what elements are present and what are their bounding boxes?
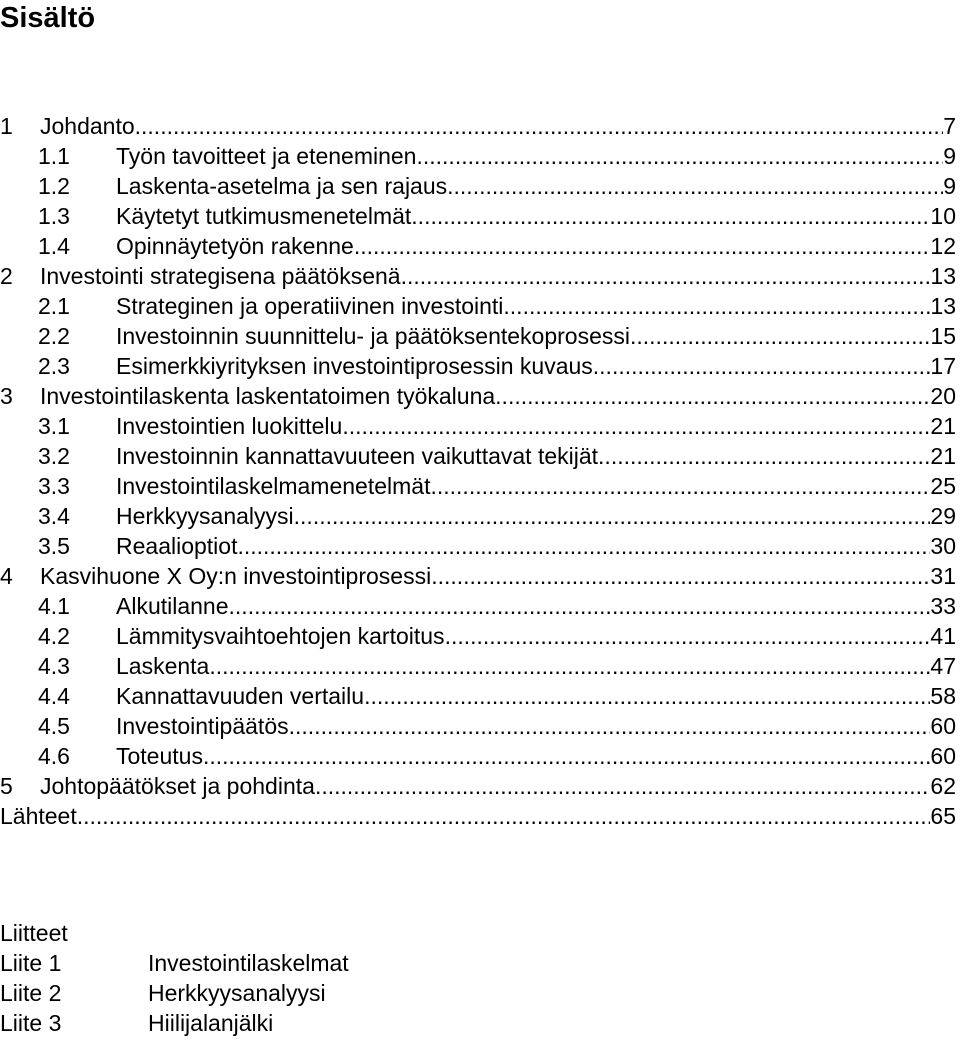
toc-entry-number: 3 bbox=[0, 383, 13, 409]
toc-entry-line bbox=[116, 231, 956, 261]
toc-entry-number: 1.1 bbox=[38, 143, 70, 169]
toc-entry-number: 1 bbox=[0, 113, 13, 139]
dot-leader bbox=[503, 291, 930, 321]
dot-leader bbox=[416, 141, 943, 171]
toc-entry[interactable] bbox=[0, 681, 956, 711]
toc-entry-number: 4.6 bbox=[38, 743, 70, 769]
dot-leader bbox=[315, 771, 930, 801]
toc-entry-page: 9 bbox=[943, 143, 956, 169]
toc-entry-number: 3.1 bbox=[38, 413, 70, 439]
toc-entry-page: 17 bbox=[930, 353, 956, 379]
toc-entry-number: 2.2 bbox=[38, 323, 70, 349]
toc-entry-title: Johdanto bbox=[40, 113, 135, 139]
toc-entry[interactable] bbox=[0, 291, 956, 321]
dot-leader bbox=[77, 801, 931, 831]
toc-entry-line bbox=[116, 441, 956, 471]
toc-entry[interactable] bbox=[0, 351, 956, 381]
toc-entry[interactable] bbox=[0, 471, 956, 501]
toc-entry[interactable] bbox=[0, 801, 956, 831]
toc-entry-title: Herkkyysanalyysi bbox=[116, 503, 294, 529]
appendix-label: Liite 3 bbox=[0, 1010, 62, 1036]
toc-entry-page: 60 bbox=[930, 743, 956, 769]
toc-entry-line bbox=[116, 201, 956, 231]
dot-leader bbox=[364, 681, 930, 711]
dot-leader bbox=[495, 381, 930, 411]
toc-entry-line bbox=[40, 381, 956, 411]
toc-entry-line bbox=[116, 651, 956, 681]
toc-entry-title: Työn tavoitteet ja eteneminen bbox=[116, 143, 417, 169]
toc-entry[interactable] bbox=[0, 651, 956, 681]
appendix-label: Liite 2 bbox=[0, 980, 62, 1006]
toc-entry-number: 5 bbox=[0, 773, 13, 799]
toc-entry-number: 1.3 bbox=[38, 203, 70, 229]
toc-entry-title: Johtopäätökset ja pohdinta bbox=[40, 773, 315, 799]
toc-entry-page: 7 bbox=[943, 113, 956, 139]
dot-leader bbox=[630, 321, 930, 351]
toc-entry-title: Investointien luokittelu bbox=[116, 413, 343, 439]
toc-entry[interactable] bbox=[0, 441, 956, 471]
toc-entry-line bbox=[116, 531, 956, 561]
toc-entry-line bbox=[116, 681, 956, 711]
toc-entry-number: 2.1 bbox=[38, 293, 70, 319]
dot-leader bbox=[411, 201, 930, 231]
toc-entry-line bbox=[116, 471, 956, 501]
toc-entry[interactable] bbox=[0, 141, 956, 171]
toc-entry-line bbox=[116, 171, 956, 201]
page-title: Sisältö bbox=[0, 2, 96, 34]
dot-leader bbox=[447, 171, 943, 201]
toc-entry-number: 2 bbox=[0, 263, 13, 289]
toc-entry[interactable] bbox=[0, 321, 956, 351]
toc-entry[interactable] bbox=[0, 381, 956, 411]
toc-entry[interactable] bbox=[0, 411, 956, 441]
toc-entry-line bbox=[116, 411, 956, 441]
toc-entry-title: Investoinnin suunnittelu- ja päätöksentekoprosessi bbox=[116, 323, 630, 349]
toc-entry-number: 3.2 bbox=[38, 443, 70, 469]
dot-leader bbox=[445, 621, 931, 651]
dot-leader bbox=[209, 651, 930, 681]
toc-entry-number: 3.3 bbox=[38, 473, 70, 499]
toc-entry-number: 1.2 bbox=[38, 173, 70, 199]
toc-entry[interactable] bbox=[0, 501, 956, 531]
toc-entry-page: 30 bbox=[930, 533, 956, 559]
table-of-contents bbox=[0, 111, 956, 831]
toc-entry-page: 21 bbox=[930, 443, 956, 469]
appendix-title: Herkkyysanalyysi bbox=[148, 980, 326, 1006]
toc-entry-title: Lämmitysvaihtoehtojen kartoitus bbox=[116, 623, 445, 649]
toc-entry-page: 41 bbox=[930, 623, 956, 649]
toc-entry-line bbox=[116, 141, 956, 171]
toc-entry-line bbox=[116, 321, 956, 351]
toc-entry-title: Investoinnin kannattavuuteen vaikuttavat tekijät bbox=[116, 443, 599, 469]
dot-leader bbox=[135, 111, 944, 141]
toc-entry-line bbox=[0, 801, 956, 831]
toc-entry-line bbox=[116, 621, 956, 651]
toc-entry-title: Reaalioptiot bbox=[116, 533, 238, 559]
toc-entry-title: Lähteet bbox=[0, 803, 77, 829]
appendix-label: Liite 1 bbox=[0, 950, 62, 976]
toc-entry-number: 2.3 bbox=[38, 353, 70, 379]
toc-entry-page: 47 bbox=[930, 653, 956, 679]
toc-entry-page: 12 bbox=[930, 233, 956, 259]
toc-entry-page: 10 bbox=[930, 203, 956, 229]
toc-entry[interactable] bbox=[0, 531, 956, 561]
toc-entry-line bbox=[116, 711, 956, 741]
toc-entry[interactable] bbox=[0, 111, 956, 141]
toc-entry-number: 3.4 bbox=[38, 503, 70, 529]
toc-entry-title: Kasvihuone X Oy:n investointiprosessi bbox=[40, 563, 432, 589]
dot-leader bbox=[354, 231, 931, 261]
toc-entry-page: 31 bbox=[930, 563, 956, 589]
toc-entry[interactable] bbox=[0, 201, 956, 231]
toc-entry[interactable] bbox=[0, 771, 956, 801]
toc-entry-title: Opinnäytetyön rakenne bbox=[116, 233, 354, 259]
toc-entry[interactable] bbox=[0, 591, 956, 621]
dot-leader bbox=[342, 411, 930, 441]
toc-entry-page: 33 bbox=[930, 593, 956, 619]
toc-entry-page: 25 bbox=[930, 473, 956, 499]
toc-entry-page: 60 bbox=[930, 713, 956, 739]
toc-entry-page: 29 bbox=[930, 503, 956, 529]
toc-entry-title: Toteutus bbox=[116, 743, 203, 769]
toc-entry-number: 1.4 bbox=[38, 233, 70, 259]
toc-entry-page: 20 bbox=[930, 383, 956, 409]
toc-entry[interactable] bbox=[0, 621, 956, 651]
toc-entry-page: 58 bbox=[930, 683, 956, 709]
toc-entry-title: Kannattavuuden vertailu bbox=[116, 683, 365, 709]
toc-entry[interactable] bbox=[0, 711, 956, 741]
toc-entry-title: Investointi strategisena päätöksenä bbox=[40, 263, 401, 289]
toc-entry-page: 62 bbox=[930, 773, 956, 799]
toc-entry-number: 4.5 bbox=[38, 713, 70, 739]
dot-leader bbox=[289, 711, 931, 741]
toc-entry-page: 15 bbox=[930, 323, 956, 349]
toc-entry-line bbox=[116, 591, 956, 621]
dot-leader bbox=[401, 261, 931, 291]
dot-leader bbox=[593, 351, 931, 381]
toc-entry-number: 4.1 bbox=[38, 593, 70, 619]
toc-entry-line bbox=[116, 351, 956, 381]
toc-entry[interactable] bbox=[0, 261, 956, 291]
toc-entry-line bbox=[40, 261, 956, 291]
toc-entry-number: 4.3 bbox=[38, 653, 70, 679]
toc-entry-title: Esimerkkiyrityksen investointiprosessin kuvaus bbox=[116, 353, 593, 379]
toc-entry-title: Alkutilanne bbox=[116, 593, 229, 619]
dot-leader bbox=[598, 441, 930, 471]
dot-leader bbox=[294, 501, 931, 531]
toc-entry[interactable] bbox=[0, 171, 956, 201]
toc-entry-page: 21 bbox=[930, 413, 956, 439]
dot-leader bbox=[431, 561, 930, 591]
toc-entry-page: 65 bbox=[930, 803, 956, 829]
appendix-title: Investointilaskelmat bbox=[148, 950, 349, 976]
toc-entry-number: 3.5 bbox=[38, 533, 70, 559]
toc-entry[interactable] bbox=[0, 561, 956, 591]
toc-entry-line bbox=[116, 291, 956, 321]
toc-entry-title: Investointilaskenta laskentatoimen työkaluna bbox=[40, 383, 496, 409]
toc-entry-title: Laskenta-asetelma ja sen rajaus bbox=[116, 173, 448, 199]
appendix-heading: Liitteet bbox=[0, 920, 68, 946]
toc-entry-title: Laskenta bbox=[116, 653, 210, 679]
toc-entry-page: 13 bbox=[930, 263, 956, 289]
toc-entry-line bbox=[116, 501, 956, 531]
appendix-title: Hiilijalanjälki bbox=[148, 1010, 274, 1036]
toc-entry-line bbox=[40, 771, 956, 801]
toc-entry[interactable] bbox=[0, 741, 956, 771]
toc-entry-line bbox=[116, 741, 956, 771]
toc-entry-page: 13 bbox=[930, 293, 956, 319]
toc-entry-line bbox=[40, 561, 956, 591]
dot-leader bbox=[203, 741, 930, 771]
toc-entry-title: Käytetyt tutkimusmenetelmät bbox=[116, 203, 412, 229]
toc-entry-title: Investointilaskelmamenetelmät bbox=[116, 473, 431, 499]
dot-leader bbox=[237, 531, 930, 561]
toc-entry-line bbox=[40, 111, 956, 141]
toc-entry[interactable] bbox=[0, 231, 956, 261]
dot-leader bbox=[229, 591, 931, 621]
toc-entry-page: 9 bbox=[943, 173, 956, 199]
toc-entry-number: 4 bbox=[0, 563, 13, 589]
toc-entry-number: 4.4 bbox=[38, 683, 70, 709]
toc-entry-title: Investointipäätös bbox=[116, 713, 289, 739]
toc-entry-number: 4.2 bbox=[38, 623, 70, 649]
toc-entry-title: Strateginen ja operatiivinen investointi bbox=[116, 293, 504, 319]
dot-leader bbox=[430, 471, 930, 501]
